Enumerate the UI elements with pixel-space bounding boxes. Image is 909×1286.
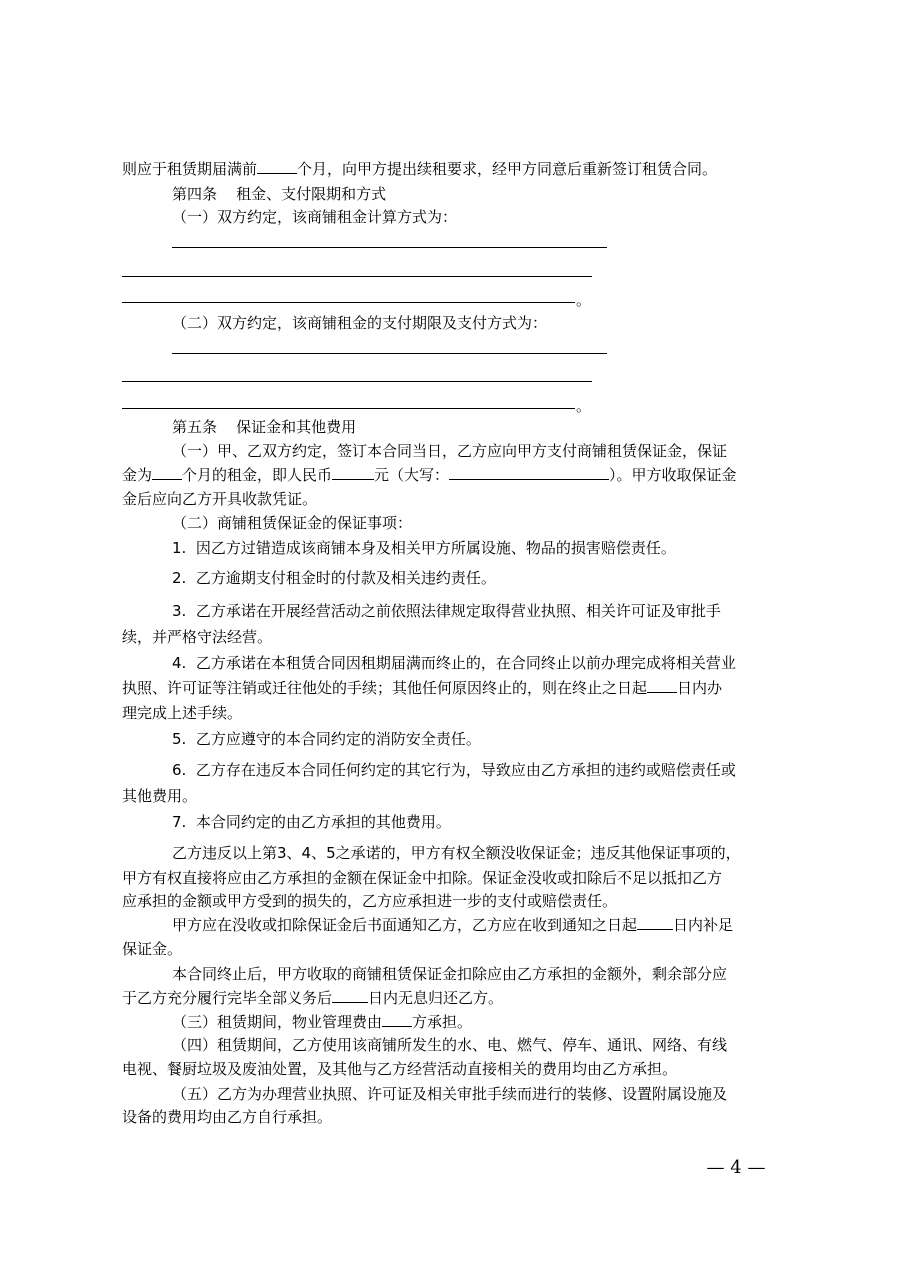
text-line: （四）租赁期间，乙方使用该商铺所发生的水、电、燃气、停车、通讯、网络、有线 [172, 1036, 728, 1054]
text-line: （一）甲、乙双方约定，签订本合同当日，乙方应向甲方支付商铺租赁保证金，保证 [172, 442, 728, 460]
page-number: — 4 — [706, 1157, 766, 1178]
article-heading: 第四条 租金、支付限期和方式 [172, 185, 387, 203]
text-line: 设备的费用均由乙方自行承担。 [122, 1108, 333, 1126]
text-line: 于乙方充分履行完毕全部义务后 日内无息归还乙方。 [122, 989, 504, 1007]
list-item: 7. 本合同约定的由乙方承担的其他费用。 [172, 813, 451, 831]
fill-line [122, 276, 592, 277]
text-line: 执照、许可证等注销或迁往他处的手续；其他任何原因终止的，则在终止之日起 日内办 [122, 679, 723, 697]
fill-blank [332, 988, 368, 1003]
text-line: 金为 个月的租金，即人民币 元（大写： ）。甲方收取保证金 [122, 466, 737, 484]
fill-blank [257, 159, 297, 174]
text-line: 。 [576, 291, 592, 309]
list-item: 6. 乙方存在违反本合同任何约定的其它行为，导致应由乙方承担的违约或赔偿责任或 [172, 761, 736, 779]
text-line: （二）商铺租赁保证金的保证事项： [172, 514, 413, 532]
text-line: （三）租赁期间，物业管理费由 方承担。 [172, 1013, 473, 1031]
fill-blank [449, 465, 609, 480]
text-line: 甲方应在没收或扣除保证金后书面通知乙方，乙方应在收到通知之日起 日内补足 [172, 916, 734, 934]
text-line: 则应于租赁期届满前 个月，向甲方提出续租要求，经甲方同意后重新签订租赁合同。 [122, 160, 718, 178]
text-line: （五）乙方为办理营业执照、许可证及相关审批手续而进行的装修、设置附属设施及 [172, 1085, 728, 1103]
text-line: 续，并严格守法经营。 [122, 628, 273, 646]
list-item: 2. 乙方逾期支付租金时的付款及相关违约责任。 [172, 569, 496, 587]
text-line: 金后应向乙方开具收款凭证。 [122, 490, 318, 508]
list-item: 1. 因乙方过错造成该商铺本身及相关甲方所属设施、物品的损害赔偿责任。 [172, 539, 676, 557]
list-item: 5. 乙方应遵守的本合同约定的消防安全责任。 [172, 730, 481, 748]
fill-line [172, 353, 607, 354]
fill-line [122, 381, 592, 382]
text-line: 理完成上述手续。 [122, 704, 243, 722]
text-line: （二）双方约定，该商铺租金的支付期限及支付方式为： [172, 314, 548, 332]
fill-blank [637, 915, 673, 930]
fill-blank [382, 1012, 412, 1027]
fill-blank [647, 678, 677, 693]
fill-line [122, 302, 575, 303]
fill-line [122, 408, 575, 409]
list-item: 4. 乙方承诺在本租赁合同因租期届满而终止的，在合同终止以前办理完成将相关营业 [172, 654, 736, 672]
text-line: 应承担的金额或甲方受到的损失的，乙方应承担进一步的支付或赔偿责任。 [122, 892, 618, 910]
fill-blank [152, 465, 182, 480]
text-line: 。 [576, 397, 592, 415]
fill-blank [332, 465, 374, 480]
text-line: 保证金。 [122, 940, 183, 958]
list-item: 3. 乙方承诺在开展经营活动之前依照法律规定取得营业执照、相关许可证及审批手 [172, 602, 721, 620]
text-line: 本合同终止后，甲方收取的商铺租赁保证金扣除应由乙方承担的金额外，剩余部分应 [172, 965, 728, 983]
fill-line [172, 247, 607, 248]
article-heading: 第五条 保证金和其他费用 [172, 418, 357, 436]
text-line: 甲方有权直接将应由乙方承担的金额在保证金中扣除。保证金没收或扣除后不足以抵扣乙方 [122, 869, 723, 887]
text-line: 其他费用。 [122, 787, 198, 805]
text-line: （一）双方约定，该商铺租金计算方式为： [172, 208, 458, 226]
text-line: 乙方违反以上第3、4、5之承诺的，甲方有权全额没收保证金；违反其他保证事项的， [172, 844, 741, 862]
text-line: 电视、餐厨垃圾及废油处置，及其他与乙方经营活动直接相关的费用均由乙方承担。 [122, 1060, 678, 1078]
